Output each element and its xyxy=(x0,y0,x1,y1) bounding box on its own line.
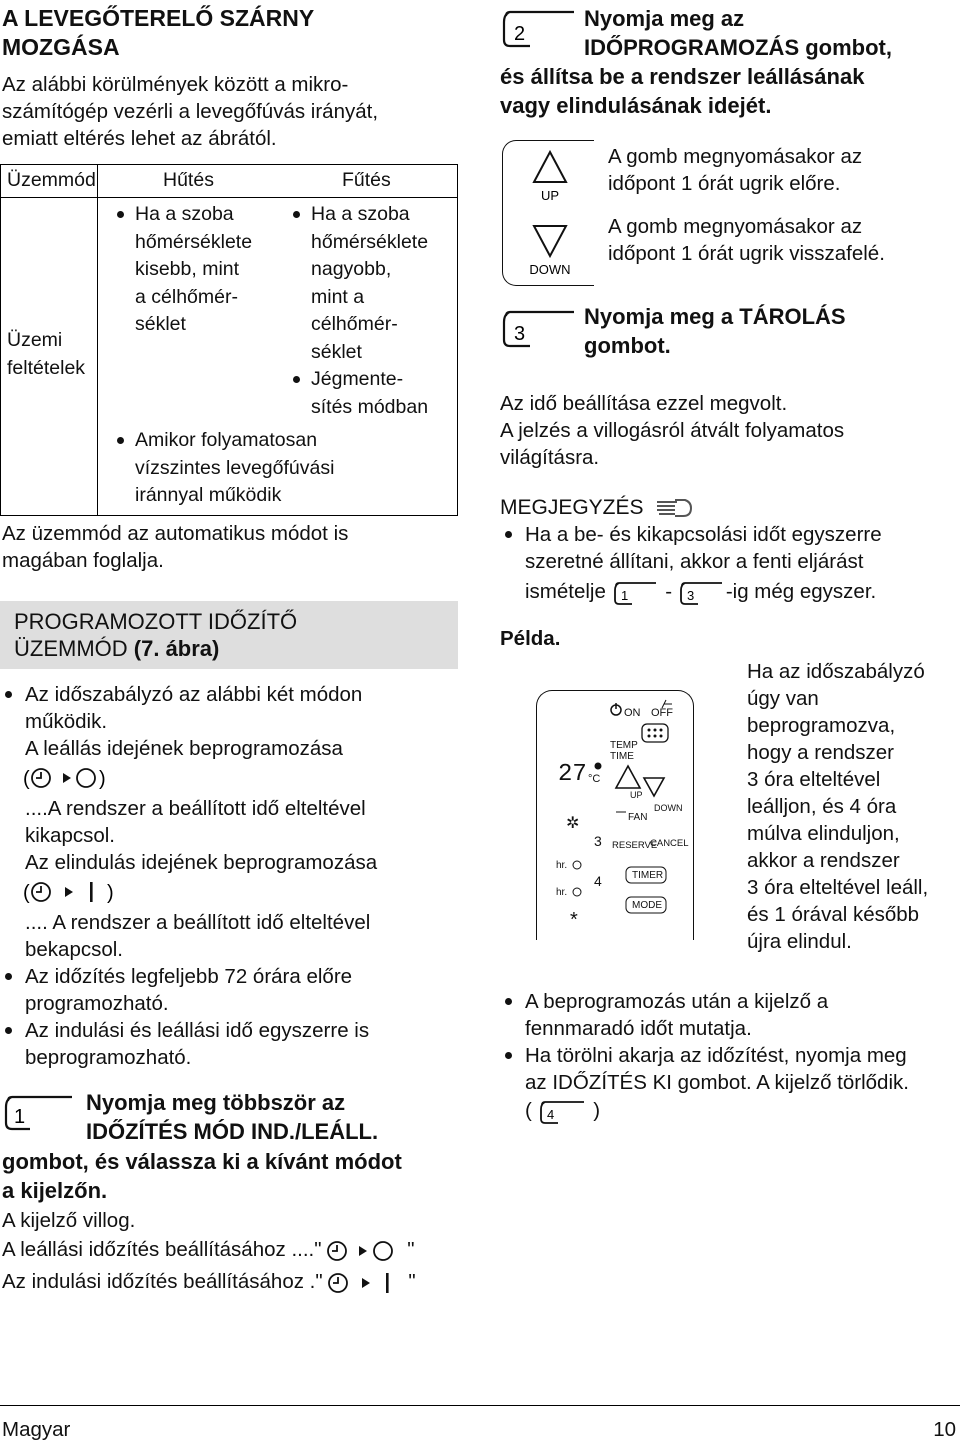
timer-bullets xyxy=(0,681,460,1071)
step-3-description: Az idő beállítása ezzel megvolt. A jelzés a villogásról átvált folyamatos világításra. xyxy=(500,392,845,469)
step-1-hand-icon xyxy=(2,1093,78,1133)
svg-text:ON: ON xyxy=(624,707,641,719)
svg-text:UP: UP xyxy=(630,790,643,800)
step-3-hand-icon xyxy=(500,308,580,350)
remote-up-icon xyxy=(616,766,640,788)
shared-condition: Amikor folyamatosan vízszintes levegőfúvási iránnyal működik xyxy=(113,427,453,510)
svg-text:1: 1 xyxy=(620,587,628,603)
svg-text:hr.: hr. xyxy=(556,887,568,898)
svg-text:TIME: TIME xyxy=(610,751,634,762)
step-ref-4-icon xyxy=(538,1099,588,1125)
svg-text:MODE: MODE xyxy=(632,900,662,911)
fan-icon: ✲ xyxy=(566,815,580,832)
svg-text:°C: °C xyxy=(588,773,601,785)
svg-text:hr.: hr. xyxy=(556,860,568,871)
step-ref-3-icon xyxy=(678,580,726,606)
updown-buttons xyxy=(520,148,580,288)
step-1-title: Nyomja meg többször az IDŐZÍTÉS MÓD IND./LEÁLL. xyxy=(86,1090,379,1144)
svg-text:(: ( xyxy=(23,768,30,790)
svg-text:(: ( xyxy=(23,882,30,904)
svg-text:): ) xyxy=(99,768,106,790)
list-item: Az indulási és leállási idő egyszerre is beprogramozható. xyxy=(0,1017,460,1071)
down-description: A gomb megnyomásakor az időpont 1 órát ugrik visszafelé. xyxy=(608,215,885,265)
svg-text:FAN: FAN xyxy=(628,812,648,823)
footer-language: Magyar xyxy=(2,1418,71,1441)
section-heading-airflow: A LEVEGŐTERELŐ SZÁRNY MOZGÁSA xyxy=(2,5,315,60)
remote-down-icon xyxy=(644,778,664,796)
start-timer-icon-seq xyxy=(25,876,460,909)
intro-text: Az alábbi körülmények között a mikro- számítógép vezérli a levegőfúvás irányát, emiatt eltérés lehet az ábrától. xyxy=(2,73,379,150)
section-title-timer: PROGRAMOZOTT IDŐZÍTŐ ÜZEMMÓD (7. ábra) xyxy=(14,609,298,661)
svg-text:3: 3 xyxy=(686,587,695,603)
svg-text:4: 4 xyxy=(546,1106,554,1122)
step-3-title: Nyomja meg a TÁROLÁS gombot. xyxy=(584,304,846,358)
svg-text:CANCEL: CANCEL xyxy=(650,838,689,849)
display-temp: 27 xyxy=(558,761,587,788)
up-arrow-icon xyxy=(534,152,566,182)
auto-mode-note: Az üzemmód az automatikus módot is magában foglalja. xyxy=(2,522,349,572)
list-item: Ha a be- és kikapcsolási időt egyszerre szeretné állítani, akkor a fenti eljárást ismételje 1 - 3 -ig még egyszer. xyxy=(500,521,958,609)
example-text: Ha az időszabályzó úgy van beprogramozva, hogy a rendszer 3 óra elteltével leálljon, és 4 óra múlva elinduljon, akkor a rendszer 3 óra elteltével leáll, és 1 órával később újra elindul. xyxy=(747,660,929,953)
step-2-hand-icon xyxy=(500,8,580,50)
heating-condition: Ha a szoba hőmérséklete nagyobb, mint a célhőmér- séklet Jégmente- sítés módban xyxy=(289,201,459,421)
svg-text:3: 3 xyxy=(594,833,602,849)
step-3-number: 3 xyxy=(514,323,526,345)
start-timer-symbols xyxy=(23,878,133,908)
step-2-number: 2 xyxy=(514,23,526,45)
col-header-heating: Fűtés xyxy=(342,169,391,191)
row-label-conditions: Üzemi feltételek xyxy=(7,329,86,379)
footer-page-number: 10 xyxy=(933,1418,956,1441)
step-ref-1-icon xyxy=(612,580,660,606)
step-2-title-cont: és állítsa be a rendszer leállásának vagy elindulásának idejét. xyxy=(500,64,865,118)
list-item: Az időzítés legfeljebb 72 órára előre programozható. xyxy=(0,963,460,1017)
svg-text:RESERVE: RESERVE xyxy=(612,840,658,851)
stop-timer-icon-seq xyxy=(25,762,460,795)
cooling-condition: Ha a szoba hőmérséklete kisebb, mint a célhőmér- séklet xyxy=(113,201,293,339)
list-item: A beprogramozás után a kijelző a fennmaradó időt mutatja. xyxy=(500,988,960,1042)
up-label: UP xyxy=(540,188,560,203)
col-header-mode: Üzemmód xyxy=(7,169,96,191)
step-1-number: 1 xyxy=(14,1106,26,1128)
note-title: MEGJEGYZÉS xyxy=(500,494,695,521)
remote-control-drawing xyxy=(536,690,696,940)
vent-button xyxy=(642,724,668,742)
stop-timer-symbols-2 xyxy=(327,1237,407,1265)
table-divider xyxy=(97,165,98,515)
table-header-row xyxy=(1,165,457,198)
svg-text:OFF: OFF xyxy=(651,707,673,719)
start-timer-symbols-2 xyxy=(328,1269,408,1297)
svg-text:DOWN: DOWN xyxy=(654,803,683,813)
down-arrow-icon xyxy=(534,226,566,256)
example-label: Példa. xyxy=(500,627,561,650)
note-hand-icon xyxy=(655,496,695,520)
list-item: Az időszabályzó az alábbi két módon működik. A leállás idejének beprogramozása ( ) ....A rendszer a beállított idő elteltével kikapcsol. Az elindulás idejének beprogramozása ( ) .... A rendszer a beállított idő elteltével bekapcsol. xyxy=(0,681,460,963)
svg-text:TIMER: TIMER xyxy=(632,870,664,881)
step-1-title-cont: gombot, és válassza ki a kívánt módot a kijelzőn. xyxy=(2,1149,402,1203)
operation-conditions-table xyxy=(0,164,458,516)
stop-timer-symbols xyxy=(23,764,133,794)
svg-text:): ) xyxy=(107,882,114,904)
footer-rule xyxy=(0,1405,960,1406)
svg-text:4: 4 xyxy=(594,873,602,889)
note-body xyxy=(500,521,958,609)
list-item: Ha törölni akarja az időzítést, nyomja meg az IDŐZÍTÉS KI gombot. A kijelző törlődik. ( 4 ) xyxy=(500,1042,960,1126)
snowflake-icon: * xyxy=(570,909,578,931)
svg-text:TEMP: TEMP xyxy=(610,740,638,751)
bottom-bullets xyxy=(500,988,960,1126)
step-1-notes: A kijelző villog. A leállási időzítés beállításához ...." " Az indulási időzítés beállításához ." " xyxy=(2,1207,416,1298)
down-label: DOWN xyxy=(529,262,571,277)
up-description: A gomb megnyomásakor az időpont 1 órát ugrik előre. xyxy=(608,145,863,195)
col-header-cooling: Hűtés xyxy=(163,169,214,191)
step-2-title: Nyomja meg az IDŐPROGRAMOZÁS gombot, xyxy=(584,6,892,60)
